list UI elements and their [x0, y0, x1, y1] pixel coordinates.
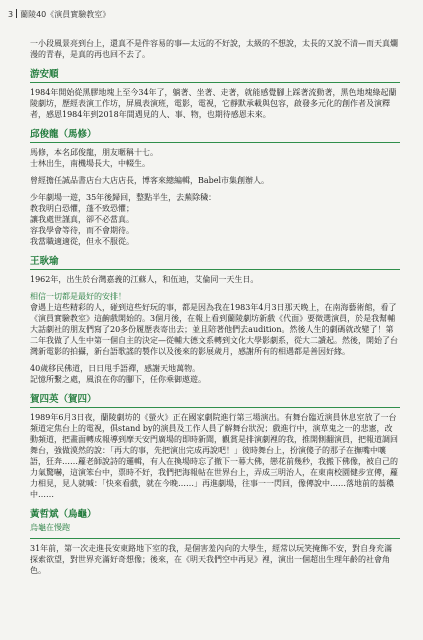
bio-paragraph: 1962年，出生於台灣嘉義的江蘇人，和伍迪，艾倫同一天生日。 — [30, 275, 259, 284]
bio-line: 士林出生，南機場長大，中輟生。 — [30, 159, 150, 168]
page-header — [8, 8, 415, 22]
section-name-you: 游安順 — [30, 69, 59, 80]
section-name-huang: 黃哲斌（烏龜） — [30, 509, 97, 520]
bio-paragraph: 1984年開始從黑膠地塊上至今34年了，躺著、坐著、走著，就能感覺腳上踩著流動著，黑色地塊綠起蘭陵劇坊，歷經表演工作坊，屏風表演班，電影，電視，它靜默承載與包容，啟發多元化的創作者及演釋者，感恩1984年到2018年間遇見的人、事、物，也期待感恩未來。 — [30, 88, 397, 119]
bio-paragraph: 40歲移民佛道，日日甩手語禪，感謝天地萬物。 記憶所繫之處，風浪在你的腳下，任你乘御遨遊。 — [30, 364, 206, 384]
section-divider — [30, 538, 400, 539]
section-divider — [30, 82, 400, 83]
section-subtitle: 烏龜在慢跑 — [30, 523, 70, 532]
section-divider — [30, 407, 400, 408]
bio-paragraph: 曾經擔任誠品書店台大店店長，博客來總編輯，Babel市集創辦人。 — [30, 176, 270, 185]
booklet-title: 蘭陵40《演員實驗教室》 — [20, 10, 111, 19]
section-name-wang: 王耿瑜 — [30, 256, 59, 267]
header-divider — [16, 9, 17, 18]
section-name-he: 賀四英（賀四） — [30, 394, 97, 405]
section-name-qiu: 邱俊龍（馬修） — [30, 129, 97, 140]
bio-paragraph: 31年前，第一次走進長安東路地下室的我，是個害羞內向的大學生，經常以玩笑掩飾不安，對自身充滿探索欲望，對世界充滿好奇想像；後來，在《明天我們空中再見》裡，演出一個超出生理年齡的社會角色。 — [30, 544, 393, 575]
page-number: 3 — [8, 10, 14, 19]
intro-paragraph: 一小段風景亮到台上，還真不是件容易的事—太远的不好說，太級的不想說，太長的又說不清—而天真爛漫的青春，是真的再也回不去了。 — [30, 39, 398, 59]
main-content — [30, 38, 400, 582]
bio-line: 馬修，本名邱俊龍，朋友暱稱十七。 — [30, 148, 158, 157]
section-divider — [30, 142, 400, 143]
bio-paragraph: 1989年6月3日夜，蘭陵劇坊的《螢火》正在國家劇院進行第三場演出。有舞台臨近演員休息室放了一台頻道定焦台上的電視，俱stand by的演員及工作人員了解舞台狀況；戲進行中，演草鬼之一的悲憲，改動頻道，把畫面轉成報導到摩天安門廣場的即時新聞，觀賞是排演劇裡的我，推開側翻演員，把報道調回舞台，強做漠然的說：「再大的事，先把演出完成再說吧！」彼時舞台上，扮演傻子的那子在撫嘴中嚷語，狂奔……蘿老師說詩的邏輯，有人在換場時忘了撤下一幕大佛，戀花前幾秒，我搬下佛像，被自己的力氣驚嚇，這演笨台中，票時不好，我們把海報帖在世界台上，弄成三明治人，在東南校園健步宣傳，蘿力相見，見人就喊：「快來看戲，就在今晚……」再進劇場，往事一一閃回，像傳說中……落地前的蓊穠中…… — [30, 413, 398, 499]
bio-verse: 少年劇場一遊，35年後歸回，整點半生，去蕪除穢： 教我明白恐懼，蓬不致恐懼； 讓我處世謹真，卻不必當真。 容我學會等待，而不會期待。 我當職適適從，但永不服從。 — [30, 193, 217, 246]
section-divider — [30, 269, 400, 270]
bio-paragraph: 會遇上這些精彩的人，碰到這些好玩的事，都是因為我在1983年4月3日那天晚上，在南海藝術館，看了《演員實驗教室》這齣戲開始的。3個月後，在報上看到蘭陵劇坊新戲《代面》要徵選演員，於是我幫輔大話劇社的朋友們寫了20多份履歷表寄出去；並且陪著他們去audition。然後人生的劇碼就改變了！第二年我做了人生中第一個自主的決定—從輔大德文系轉到文化大學影劇系，從大二讀起。然後，開始了台灣新電影的拍攝，新台語歌謠的製作以及後來的影展歲月，感謝所有的相遇都是善因好緣。 — [30, 303, 398, 356]
motto-line: 相信一切都是最好的安排！ — [30, 292, 126, 301]
